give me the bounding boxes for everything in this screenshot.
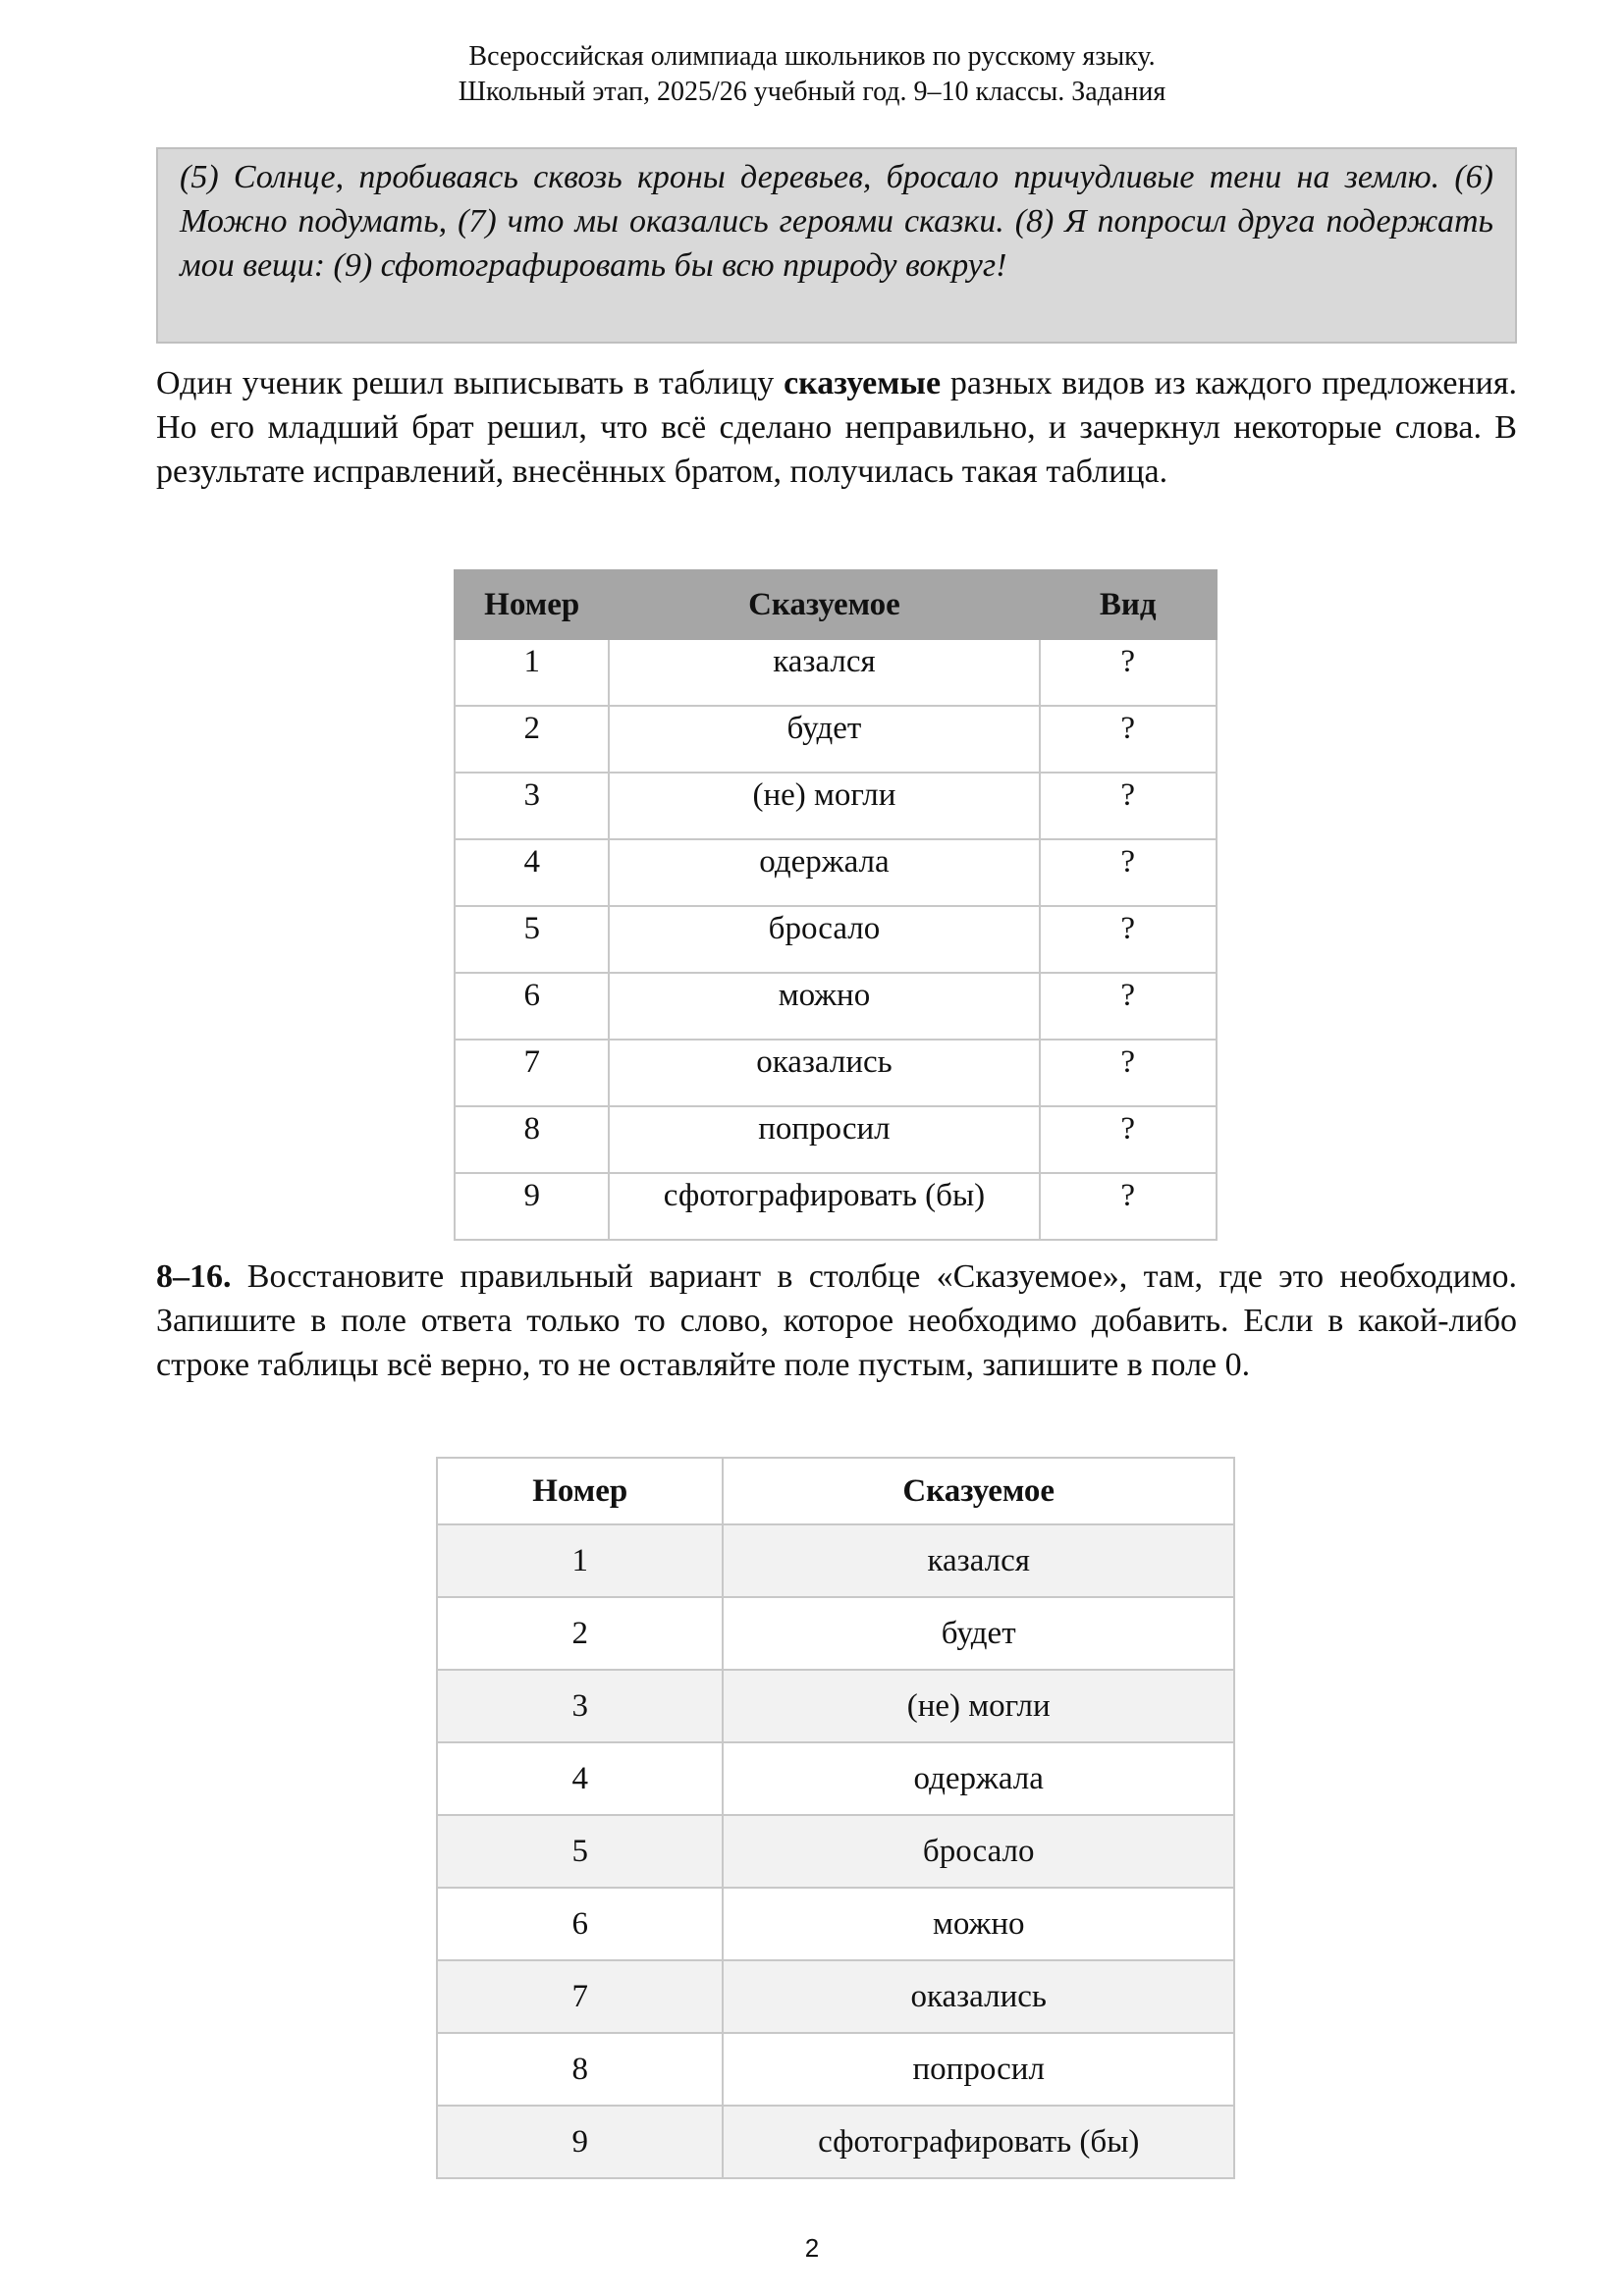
intro-text-end: разных видов из каждого предложения. Но его младший брат решил, что всё сделано неправильно, и зачеркнул некоторые слова. В результате исправлений, внесённых братом, получилась такая таблица. [156,365,1517,490]
cell-number: 7 [437,1960,723,2033]
predicate-answer-table [436,1457,1235,2179]
task-text: Восстановите правильный вариант в столбце «Сказуемое», там, где это необходимо. Запишите в поле ответа только то слово, которое необходимо добавить. Если в какой-либо строке таблицы всё верно, то не оставляйте поле пустым, запишите в поле 0. [156,1258,1517,1383]
table-header-row [455,570,1217,639]
table-row [437,1597,1234,1670]
cell-predicate: казался [609,639,1039,706]
cell-number: 6 [437,1888,723,1960]
cell-number: 8 [455,1106,609,1173]
cell-number: 4 [437,1742,723,1815]
cell-predicate: одержала [723,1742,1234,1815]
table-row [455,1040,1217,1106]
cell-number: 2 [455,706,609,773]
header-line-2: Школьный этап, 2025/26 учебный год. 9–10 классы. Задания [458,77,1166,107]
table-header-row [437,1458,1234,1524]
cell-type: ? [1040,906,1217,973]
table-row [437,1888,1234,1960]
source-text-box: (5) Солнце, пробиваясь сквозь кроны деревьев, бросало причудливые тени на землю. (6) Можно подумать, (7) что мы оказались героями сказки. (8) Я попросил друга подержать мои вещи: (9) сфотографировать бы всю природу вокруг! [156,147,1517,344]
column-header-number: Номер [455,570,609,639]
intro-bold-term: сказуемые [784,365,942,401]
cell-type: ? [1040,839,1217,906]
cell-predicate: будет [723,1597,1234,1670]
intro-paragraph [156,361,1517,494]
cell-type: ? [1040,973,1217,1040]
table-row [455,1106,1217,1173]
cell-predicate: сфотографировать (бы) [723,2106,1234,2178]
table-row [437,1670,1234,1742]
header-line-1: Всероссийская олимпиада школьников по русскому языку. [468,41,1156,72]
cell-number: 8 [437,2033,723,2106]
column-header-type: Вид [1040,570,1217,639]
predicate-type-table [454,569,1218,1241]
column-header-number: Номер [437,1458,723,1524]
table-row [437,1524,1234,1597]
cell-predicate: одержала [609,839,1039,906]
intro-text-start: Один ученик решил выписывать в таблицу [156,365,785,401]
task-paragraph [156,1255,1517,1387]
cell-predicate: попросил [723,2033,1234,2106]
cell-number: 1 [437,1524,723,1597]
cell-predicate: казался [723,1524,1234,1597]
cell-number: 5 [437,1815,723,1888]
cell-type: ? [1040,1173,1217,1240]
cell-number: 7 [455,1040,609,1106]
cell-predicate: бросало [723,1815,1234,1888]
table-row [437,1960,1234,2033]
cell-predicate: будет [609,706,1039,773]
cell-type: ? [1040,1106,1217,1173]
column-header-predicate: Сказуемое [723,1458,1234,1524]
table-row [455,773,1217,839]
cell-type: ? [1040,639,1217,706]
cell-predicate: бросало [609,906,1039,973]
table-row [455,906,1217,973]
cell-type: ? [1040,1040,1217,1106]
cell-predicate: (не) могли [723,1670,1234,1742]
cell-type: ? [1040,773,1217,839]
table-row [455,1173,1217,1240]
table-row [437,2106,1234,2178]
table-row [455,839,1217,906]
table-row [437,2033,1234,2106]
table-row [437,1742,1234,1815]
cell-number: 2 [437,1597,723,1670]
cell-number: 5 [455,906,609,973]
table-row [455,706,1217,773]
column-header-predicate: Сказуемое [609,570,1039,639]
cell-number: 1 [455,639,609,706]
table-row [455,639,1217,706]
cell-number: 6 [455,973,609,1040]
cell-number: 3 [437,1670,723,1742]
page-number: 2 [804,2233,820,2263]
cell-predicate: (не) могли [609,773,1039,839]
cell-predicate: оказались [609,1040,1039,1106]
cell-predicate: можно [609,973,1039,1040]
cell-number: 9 [455,1173,609,1240]
table-row [437,1815,1234,1888]
cell-predicate: оказались [723,1960,1234,2033]
cell-number: 3 [455,773,609,839]
cell-predicate: сфотографировать (бы) [609,1173,1039,1240]
cell-type: ? [1040,706,1217,773]
cell-number: 9 [437,2106,723,2178]
cell-number: 4 [455,839,609,906]
page-header [0,39,1624,110]
cell-predicate: можно [723,1888,1234,1960]
task-number: 8–16. [156,1258,232,1295]
cell-predicate: попросил [609,1106,1039,1173]
table-row [455,973,1217,1040]
